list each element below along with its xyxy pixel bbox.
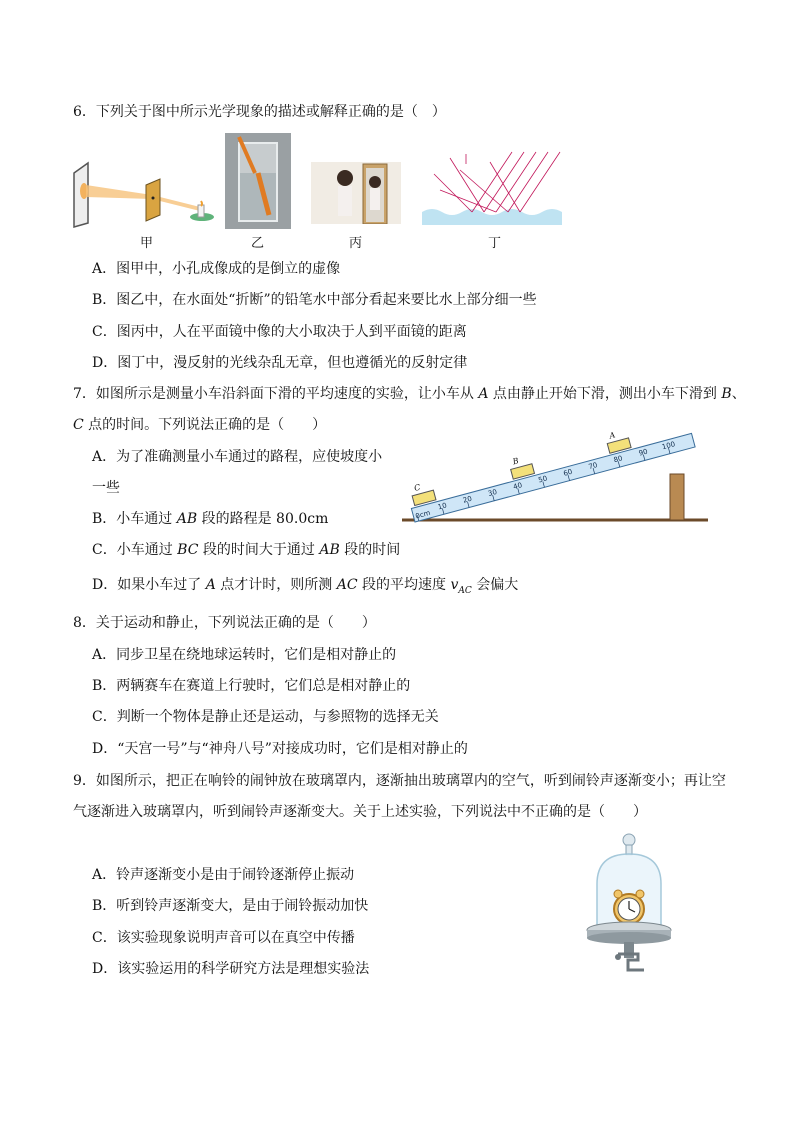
- mirror-figure: [311, 162, 401, 224]
- q8-option-d: D．“天宫一号”与“神舟八号”对接成功时，它们是相对静止的: [92, 741, 468, 757]
- ruler-label-60: 60: [562, 467, 574, 478]
- q9-option-c: C．该实验现象说明声音可以在真空中传播: [92, 930, 355, 946]
- ruler-label-80: 80: [612, 454, 624, 465]
- q9-option-d: D．该实验运用的科学研究方法是理想实验法: [92, 961, 370, 977]
- q8-option-a: A．同步卫星在绕地球运转时，它们是相对静止的: [92, 647, 397, 663]
- ruler-label-30: 30: [487, 487, 498, 498]
- ruler-label-20: 20: [462, 494, 473, 505]
- q6-option-b: B．图乙中，在水面处“折断”的铅笔水中部分看起来要比水上部分细一些: [92, 292, 537, 308]
- ruler-label-40: 40: [512, 481, 524, 492]
- ruler-label-0: 0cm: [414, 508, 432, 521]
- ruler-label-90: 90: [637, 447, 649, 458]
- q6-stem: 6．下列关于图中所示光学现象的描述或解释正确的是（ ）: [73, 104, 446, 120]
- q8-option-b: B．两辆赛车在赛道上行驶时，它们总是相对静止的: [92, 678, 411, 694]
- q7-stem-line2: C 点的时间。下列说法正确的是（ ）: [73, 417, 327, 433]
- bell-jar-figure: [582, 832, 677, 982]
- cart-label-c: C: [413, 482, 422, 493]
- q7-option-a-line1: A．为了准确测量小车通过的路程，应使坡度小: [92, 449, 383, 465]
- q9-stem-line2: 气逐渐进入玻璃罩内，听到闹铃声逐渐变大。关于上述实验，下列说法中不正确的是（ ）: [73, 804, 647, 820]
- cart-label-a: A: [608, 430, 617, 441]
- ruler-label-100: 100: [661, 440, 677, 452]
- ruler-label-70: 70: [587, 460, 599, 472]
- q7-option-c: C．小车通过 BC 段的时间大于通过 AB 段的时间: [92, 542, 401, 558]
- q6-option-d: D．图丁中，漫反射的光线杂乱无章，但也遵循光的反射定律: [92, 355, 468, 371]
- diffuse-reflection-figure: [420, 150, 565, 225]
- q7-option-b: B．小车通过 AB 段的路程是 80.0cm: [92, 511, 329, 527]
- q8-stem: 8．关于运动和静止，下列说法正确的是（ ）: [73, 615, 376, 631]
- ruler-label-10: 10: [437, 501, 448, 512]
- cart-label-b: B: [511, 456, 520, 467]
- q7-option-d: D．如果小车过了 A 点才计时，则所测 AC 段的平均速度 $v_{AC}$ 会偏大: [92, 577, 519, 596]
- q8-option-c: C．判断一个物体是静止还是运动，与参照物的选择无关: [92, 709, 439, 725]
- caption-bing: 丙: [349, 236, 363, 251]
- q9-option-b: B．听到铃声逐渐变大，是由于闹铃振动加快: [92, 898, 369, 914]
- ruler-label-50: 50: [537, 474, 549, 485]
- q7-option-a-line2: 一些: [92, 480, 120, 496]
- caption-yi: 乙: [251, 236, 265, 251]
- q9-option-a: A．铃声逐渐变小是由于闹铃逐渐停止振动: [92, 867, 355, 883]
- q6-option-c: C．图丙中，人在平面镜中像的大小取决于人到平面镜的距离: [92, 324, 467, 340]
- incline-figure: [400, 430, 710, 535]
- caption-jia: 甲: [140, 236, 154, 251]
- q7-stem-line1: 7．如图所示是测量小车沿斜面下滑的平均速度的实验，让小车从 A 点由静止开始下滑，测出小车下滑到 B、: [73, 386, 746, 402]
- pinhole-figure: [70, 155, 220, 230]
- q6-option-a: A．图甲中，小孔成像成的是倒立的虚像: [92, 261, 341, 277]
- pencil-water-figure: [225, 133, 291, 229]
- q9-stem-line1: 9．如图所示，把正在响铃的闹钟放在玻璃罩内，逐渐抽出玻璃罩内的空气，听到闹铃声逐渐变小；再让空: [73, 773, 726, 789]
- caption-ding: 丁: [488, 236, 502, 251]
